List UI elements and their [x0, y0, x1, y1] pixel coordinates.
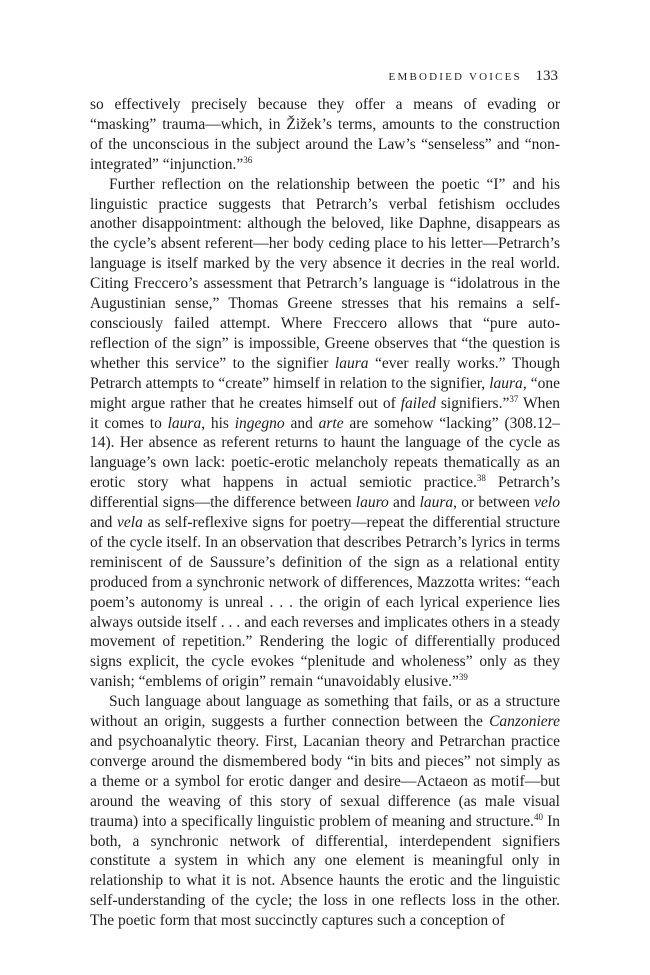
italic-text: Canzoniere — [489, 713, 560, 731]
footnote-ref: 39 — [458, 672, 468, 683]
text-run: Further reflection on the relationship between the poetic “I” and his linguistic practice suggests that Petrarch’s verbal fetishism occludes another disappointment: although the beloved, like Daphne, disappears as the cycle’s absent referent—her body ceding place to his letter—Petrarch’s language is itself marked by the very absence it decries in the real world. Citing Freccero’s assessment that Petrarch’s language is “idolatrous in the Augustinian sense,” Thomas Greene stresses that his remains a self-consciously failed attempt. Where Freccero allows that “pure auto-reflection of the sign” is impossible, Greene observes that “the question is whether this service” to the signifier — [90, 175, 560, 372]
footnote-ref: 40 — [533, 811, 543, 822]
text-run: as self-reflexive signs for poetry—repeat the differential structure of the cycle itself. In an observation that describes Petrarch’s lyrics in terms reminiscent of de Saussure’s definition of the sign as a relational entity produced from a synchronic network of differences, Mazzotta writes: “each poem’s autonomy is unreal . . . the origin of each lyrical experience lies always outside itself . . . and each reverses and implicates others in a steady movement of repetition.” Rendering the logic of differentially produced signs explicit, the cycle evokes “plenitude and wholeness” only as they vanish; “emblems of origin” remain “unavoidably elusive.” — [90, 514, 560, 691]
running-title: EMBODIED VOICES — [388, 71, 522, 83]
page-number: 133 — [535, 68, 558, 84]
running-head — [389, 67, 558, 86]
text-run: Petrarch’s differential signs—the difference between — [90, 474, 561, 512]
text-run: and — [388, 494, 420, 512]
text-run: Such language about language as something that fails, or as a structure without an origin, suggests a further connection between the — [90, 693, 560, 731]
text-run: “ever really works.” Though Petrarch attempts to “create” himself in relation to the signifier, — [90, 354, 560, 392]
footnote-ref: 38 — [476, 473, 486, 484]
text-run: , his — [201, 414, 235, 432]
footnote-ref: 36 — [243, 154, 253, 165]
paragraph — [90, 692, 560, 931]
body-text — [90, 95, 560, 931]
italic-text: velo — [534, 494, 560, 512]
text-run: are somehow “lacking” (308.12–14). Her absence as referent returns to haunt the language of the cycle as language’s own lack: poetic-erotic melancholy repeats thematically as an erotic story what happens in actual semiotic practice. — [90, 414, 560, 492]
text-run: When it comes to — [90, 394, 560, 432]
italic-text: laura — [334, 354, 369, 372]
italic-text: laura — [419, 494, 454, 512]
italic-text: vela — [117, 514, 143, 532]
italic-text: failed — [400, 394, 436, 412]
text-run: so effectively precisely because they offer a means of evading or “masking” trauma—which, in Žižek’s terms, amounts to the construction of the unconscious in the subject around the Law’s “senseless” and “non-integrated” “injunction.” — [90, 96, 560, 173]
text-run: , or between — [453, 494, 535, 512]
text-run: and psychoanalytic theory. First, Lacanian theory and Petrarchan practice converge around the dismembered body “in bits and pieces” not simply as a theme or a symbol for erotic danger and desire—Actaeon as motif—but around the weaving of this story of sexual difference (as male visual trauma) into a specifically linguistic problem of meaning and structure. — [90, 733, 560, 830]
footnote-ref: 37 — [509, 393, 519, 404]
paragraph — [90, 175, 560, 693]
text-run: In both, a synchronic network of differential, interdependent signifiers constitute a system in which any one element is meaningful only in relationship to what it is not. Absence haunts the erotic and the linguistic self-understanding of the cycle; the loss in one reflects loss in the other. The poetic form that most succinctly captures such a conception of — [90, 812, 560, 930]
paragraph — [90, 95, 560, 175]
italic-text: lauro — [355, 494, 389, 512]
text-run: signifiers.” — [436, 394, 510, 412]
italic-text: arte — [318, 414, 344, 432]
italic-text: ingegno — [234, 414, 285, 432]
italic-text: laura — [167, 414, 202, 432]
text-run: and — [284, 414, 319, 432]
text-run: and — [90, 514, 118, 532]
text-run: , “one might argue rather that he creates himself out of — [90, 374, 560, 412]
italic-text: laura — [489, 374, 523, 392]
